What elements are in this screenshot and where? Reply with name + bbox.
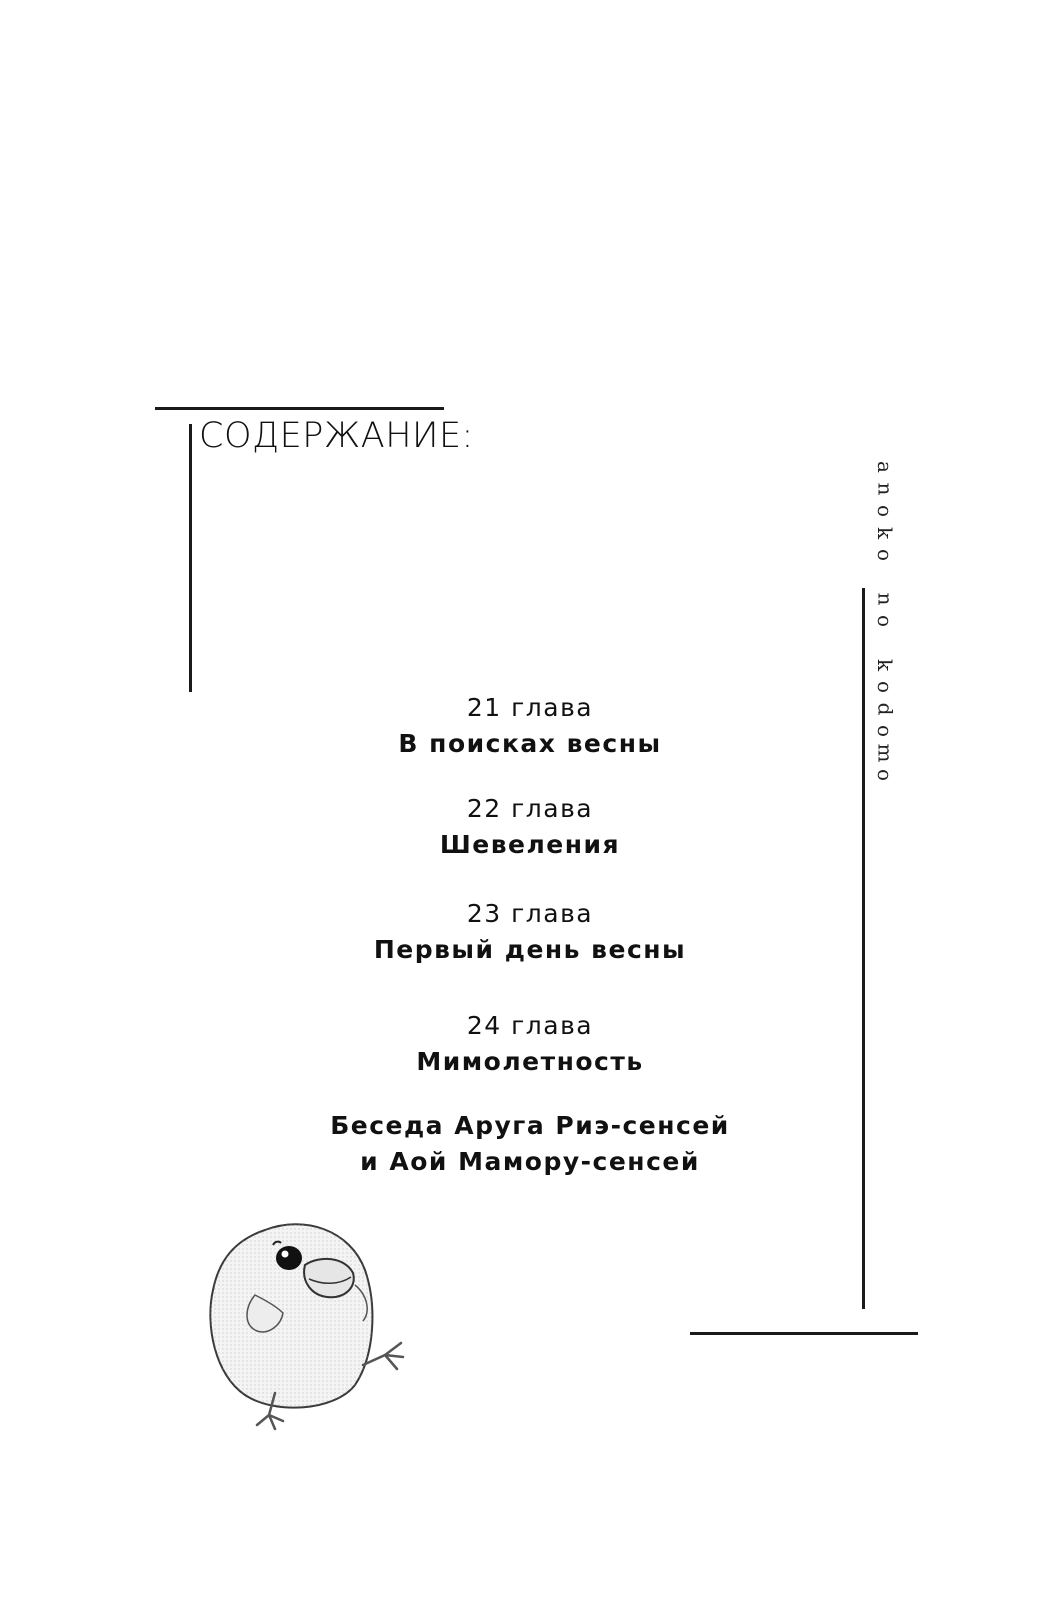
chick-eye — [276, 1246, 302, 1270]
vertical-title-glyph: k — [873, 526, 897, 540]
bottom-divider — [690, 1332, 918, 1335]
vertical-title-glyph: o — [872, 548, 897, 562]
top-divider — [155, 407, 444, 410]
chapter-number: 23 глава — [466, 899, 594, 928]
vertical-title-text — [872, 456, 897, 786]
chick-illustration — [205, 1215, 430, 1440]
chapter-number: 21 глава — [466, 693, 594, 722]
vertical-title-glyph: m — [873, 743, 897, 763]
toc-entry-21[interactable] — [300, 690, 760, 762]
page-title: СОДЕРЖАНИЕ: — [199, 416, 474, 456]
chapter-title: Первый день весны — [373, 935, 687, 964]
vertical-series-title — [873, 456, 897, 786]
vertical-title-glyph — [874, 574, 896, 580]
vertical-title-glyph: n — [872, 482, 897, 496]
vertical-title-glyph: o — [872, 768, 897, 782]
right-divider — [862, 588, 865, 1309]
vertical-title-glyph: a — [873, 461, 897, 473]
chapter-number: 24 глава — [466, 1011, 594, 1040]
vertical-title-glyph — [874, 640, 896, 646]
vertical-title-glyph: o — [872, 504, 897, 518]
vertical-title-glyph: k — [873, 658, 897, 672]
chapter-title: Шевеления — [439, 830, 621, 859]
toc-entry-23[interactable] — [300, 896, 760, 968]
interview-title-line-2: и Аой Мамору-сенсей — [360, 1147, 700, 1176]
toc-entry-24[interactable] — [300, 1008, 760, 1080]
vertical-title-glyph: o — [872, 680, 897, 694]
left-divider — [189, 424, 192, 692]
toc-entry-interview[interactable] — [300, 1108, 760, 1180]
vertical-title-glyph: d — [873, 702, 897, 716]
chapter-title: В поисках весны — [398, 729, 662, 758]
vertical-title-glyph: n — [872, 592, 897, 606]
toc-entry-22[interactable] — [300, 791, 760, 863]
interview-title-line-1: Беседа Аруга Риэ-сенсей — [330, 1111, 730, 1140]
chapter-title: Мимолетность — [416, 1047, 644, 1076]
vertical-title-glyph: o — [872, 614, 897, 628]
chapter-number: 22 глава — [466, 794, 594, 823]
vertical-title-glyph: o — [872, 724, 897, 738]
